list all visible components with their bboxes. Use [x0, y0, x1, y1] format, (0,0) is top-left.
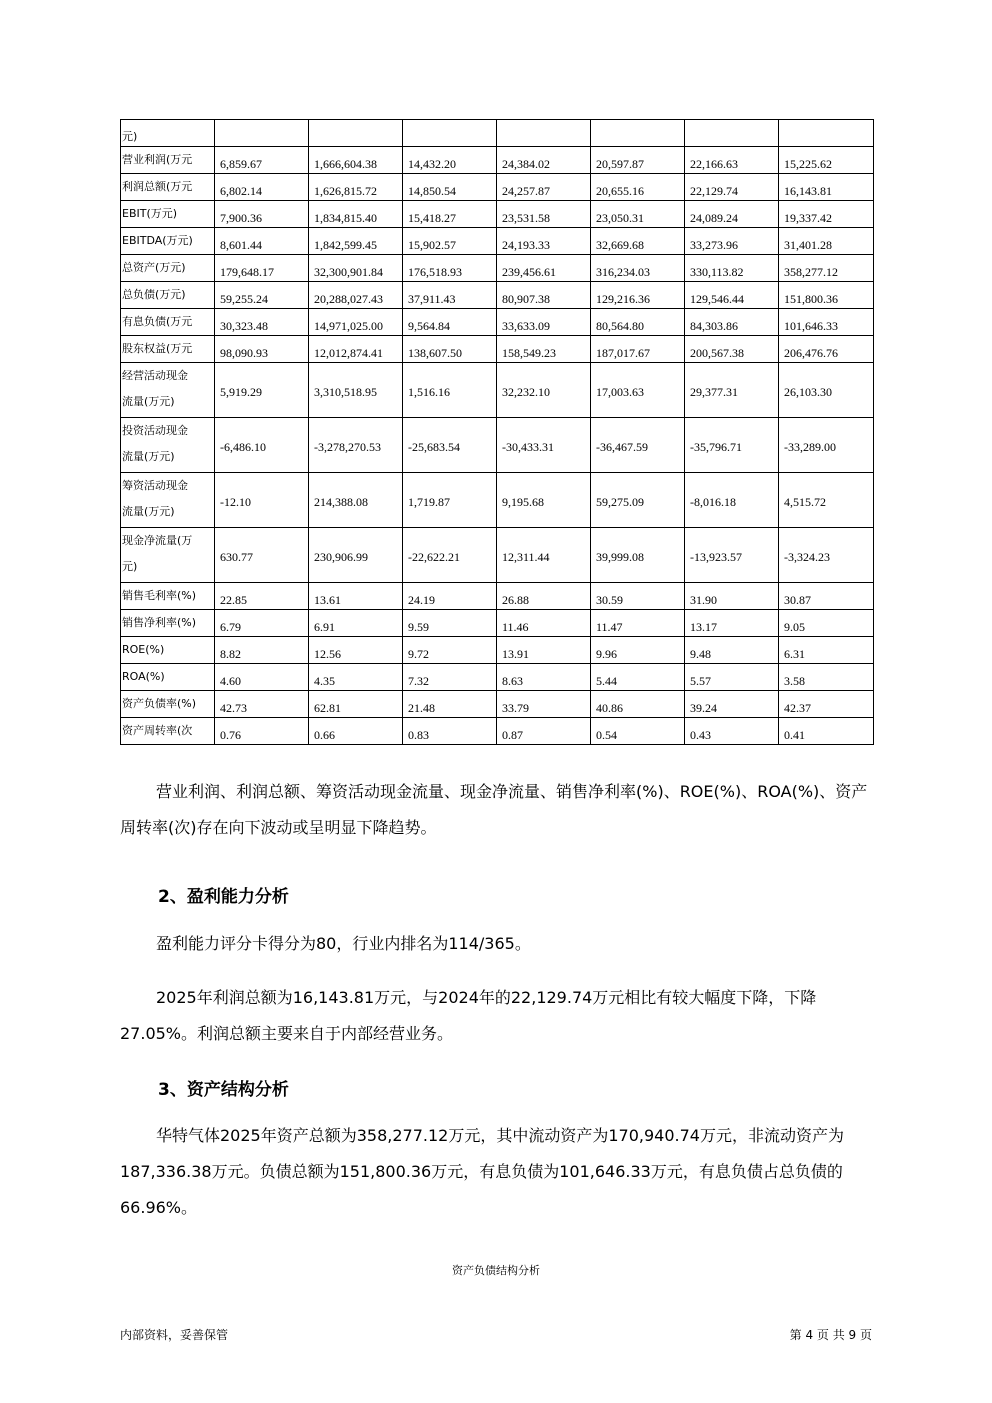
summary-paragraph: 营业利润、利润总额、筹资活动现金流量、现金净流量、销售净利率(%)、ROE(%)、ROA(%)、资产周转率(次)存在向下波动或呈明显下降趋势。	[120, 782, 868, 837]
table-cell: 0.54	[591, 718, 685, 745]
table-cell: 8.63	[497, 664, 591, 691]
table-cell: -6,486.10	[215, 418, 309, 473]
table-cell: 17,003.63	[591, 363, 685, 418]
table-row	[121, 610, 874, 637]
row-label-line-2: 流量(万元)	[122, 395, 175, 408]
table-cell: 179,648.17	[215, 255, 309, 282]
table-cell: 32,232.10	[497, 363, 591, 418]
table-cell: 32,300,901.84	[309, 255, 403, 282]
table-cell: 4.35	[309, 664, 403, 691]
table-cell: 176,518.93	[403, 255, 497, 282]
table-cell: 20,597.87	[591, 147, 685, 174]
table-cell: 24.19	[403, 583, 497, 610]
table-cell: 330,113.82	[685, 255, 779, 282]
table-cell: 13.91	[497, 637, 591, 664]
table-cell: 9.05	[779, 610, 874, 637]
table-cell: 15,902.57	[403, 228, 497, 255]
row-label: EBIT(万元)	[121, 201, 215, 228]
table-cell: 24,384.02	[497, 147, 591, 174]
section-heading-asset-structure: 3、资产结构分析	[158, 1080, 289, 1100]
table-cell: 0.66	[309, 718, 403, 745]
table-row	[121, 528, 874, 583]
asset-structure-paragraph: 华特气体2025年资产总额为358,277.12万元，其中流动资产为170,940.74万元，非流动资产为187,336.38万元。负债总额为151,800.36万元，有息负债为101,646.33万元，有息负债占总负债的66.96%。	[120, 1126, 844, 1217]
table-cell: 1,626,815.72	[309, 174, 403, 201]
table-row	[121, 664, 874, 691]
row-label: 营业利润(万元	[121, 147, 215, 174]
table-cell: 37,911.43	[403, 282, 497, 309]
table-cell: 316,234.03	[591, 255, 685, 282]
table-cell: 31,401.28	[779, 228, 874, 255]
table-cell: 32,669.68	[591, 228, 685, 255]
table-cell: 22,129.74	[685, 174, 779, 201]
row-label-line-2: 流量(万元)	[122, 450, 175, 463]
table-cell: 23,050.31	[591, 201, 685, 228]
table-cell: 26,103.30	[779, 363, 874, 418]
table-cell: 14,971,025.00	[309, 309, 403, 336]
table-cell: 151,800.36	[779, 282, 874, 309]
row-label: 总负债(万元)	[121, 282, 215, 309]
row-label: 资产负债率(%)	[121, 691, 215, 718]
table-cell: 1,666,604.38	[309, 147, 403, 174]
table-cell: 138,607.50	[403, 336, 497, 363]
table-cell: 5.57	[685, 664, 779, 691]
table-cell: 11.47	[591, 610, 685, 637]
table-cell: 59,255.24	[215, 282, 309, 309]
table-row	[121, 336, 874, 363]
table-row	[121, 363, 874, 418]
table-cell: 129,216.36	[591, 282, 685, 309]
table-cell: 6,859.67	[215, 147, 309, 174]
table-cell: 12.56	[309, 637, 403, 664]
table-cell: 30.59	[591, 583, 685, 610]
table-row	[121, 309, 874, 336]
table-cell: -8,016.18	[685, 473, 779, 528]
table-cell: 6,802.14	[215, 174, 309, 201]
row-label: 元)	[121, 120, 215, 147]
table-cell: 101,646.33	[779, 309, 874, 336]
row-label: EBITDA(万元)	[121, 228, 215, 255]
table-cell: 0.76	[215, 718, 309, 745]
table-cell: 1,719.87	[403, 473, 497, 528]
table-cell: 6.91	[309, 610, 403, 637]
table-cell: -35,796.71	[685, 418, 779, 473]
table-cell: 33,633.09	[497, 309, 591, 336]
chart-caption: 资产负债结构分析	[452, 1264, 540, 1277]
row-label-line-1: 现金净流量(万	[122, 534, 193, 547]
table-cell: 84,303.86	[685, 309, 779, 336]
table-cell: -25,683.54	[403, 418, 497, 473]
table-cell: 24,257.87	[497, 174, 591, 201]
table-cell: 9,564.84	[403, 309, 497, 336]
table-cell: -30,433.31	[497, 418, 591, 473]
table-cell: 39,999.08	[591, 528, 685, 583]
row-label-line-1: 投资活动现金	[122, 424, 188, 437]
table-cell: 4,515.72	[779, 473, 874, 528]
table-row	[121, 637, 874, 664]
table-cell: -12.10	[215, 473, 309, 528]
table-cell: 1,516.16	[403, 363, 497, 418]
table-cell: 7.32	[403, 664, 497, 691]
row-label-line-1: 经营活动现金	[122, 369, 188, 382]
row-label	[121, 418, 215, 473]
table-row	[121, 691, 874, 718]
footer-confidential-note: 内部资料，妥善保管	[120, 1328, 229, 1342]
table-cell: 129,546.44	[685, 282, 779, 309]
table-cell: 358,277.12	[779, 255, 874, 282]
table-cell: -22,622.21	[403, 528, 497, 583]
table-cell: 1,842,599.45	[309, 228, 403, 255]
table-cell: 7,900.36	[215, 201, 309, 228]
table-cell: 23,531.58	[497, 201, 591, 228]
table-cell: -3,278,270.53	[309, 418, 403, 473]
table-cell: 187,017.67	[591, 336, 685, 363]
table-cell: 1,834,815.40	[309, 201, 403, 228]
table-row	[121, 228, 874, 255]
table-cell: 0.83	[403, 718, 497, 745]
table-row	[121, 255, 874, 282]
row-label-line-2: 流量(万元)	[122, 505, 175, 518]
table-cell: 3,310,518.95	[309, 363, 403, 418]
row-label: 总资产(万元)	[121, 255, 215, 282]
row-label: ROE(%)	[121, 637, 215, 664]
table-cell: 8.82	[215, 637, 309, 664]
table-cell: 5.44	[591, 664, 685, 691]
table-cell: 40.86	[591, 691, 685, 718]
table-cell: 62.81	[309, 691, 403, 718]
table-cell: -13,923.57	[685, 528, 779, 583]
table-cell: 0.41	[779, 718, 874, 745]
table-cell: 20,655.16	[591, 174, 685, 201]
table-cell: 16,143.81	[779, 174, 874, 201]
table-row	[121, 583, 874, 610]
table-cell: 13.61	[309, 583, 403, 610]
row-label	[121, 473, 215, 528]
table-cell: 4.60	[215, 664, 309, 691]
row-label: 销售毛利率(%)	[121, 583, 215, 610]
footer-page-number: 第 4 页 共 9 页	[789, 1328, 872, 1342]
table-row	[121, 473, 874, 528]
table-cell: 29,377.31	[685, 363, 779, 418]
profit-total-paragraph: 2025年利润总额为16,143.81万元，与2024年的22,129.74万元相比有较大幅度下降，下降27.05%。利润总额主要来自于内部经营业务。	[120, 988, 817, 1043]
table-cell: -36,467.59	[591, 418, 685, 473]
table-cell: 13.17	[685, 610, 779, 637]
table-cell: 9.72	[403, 637, 497, 664]
row-label-line-1: 筹资活动现金	[122, 479, 188, 492]
section-heading-profitability: 2、盈利能力分析	[158, 887, 289, 907]
table-cell: 200,567.38	[685, 336, 779, 363]
table-cell: 15,418.27	[403, 201, 497, 228]
table-cell: 630.77	[215, 528, 309, 583]
table-cell: -33,289.00	[779, 418, 874, 473]
table-cell: 39.24	[685, 691, 779, 718]
table-row	[121, 718, 874, 745]
table-cell: 80,907.38	[497, 282, 591, 309]
table-cell: 24,193.33	[497, 228, 591, 255]
table-cell: 15,225.62	[779, 147, 874, 174]
row-label: 销售净利率(%)	[121, 610, 215, 637]
table-row-fragment	[121, 120, 874, 147]
table-cell: 42.37	[779, 691, 874, 718]
table-cell: 22,166.63	[685, 147, 779, 174]
profitability-score-paragraph: 盈利能力评分卡得分为80，行业内排名为114/365。	[156, 934, 531, 953]
table-row	[121, 174, 874, 201]
table-cell: 0.87	[497, 718, 591, 745]
row-label: 利润总额(万元	[121, 174, 215, 201]
table-cell: 9.59	[403, 610, 497, 637]
table-cell: 0.43	[685, 718, 779, 745]
table-cell: 214,388.08	[309, 473, 403, 528]
row-label: 有息负债(万元	[121, 309, 215, 336]
table-cell: 3.58	[779, 664, 874, 691]
row-label: 股东权益(万元	[121, 336, 215, 363]
table-cell: 12,012,874.41	[309, 336, 403, 363]
row-label: 资产周转率(次	[121, 718, 215, 745]
table-cell: 26.88	[497, 583, 591, 610]
table-cell: 9.96	[591, 637, 685, 664]
table-cell: 42.73	[215, 691, 309, 718]
row-label: ROA(%)	[121, 664, 215, 691]
table-cell: 30.87	[779, 583, 874, 610]
table-cell: 230,906.99	[309, 528, 403, 583]
table-cell: 59,275.09	[591, 473, 685, 528]
table-cell: 8,601.44	[215, 228, 309, 255]
table-cell: 9.48	[685, 637, 779, 664]
table-cell: 9,195.68	[497, 473, 591, 528]
table-cell: 20,288,027.43	[309, 282, 403, 309]
table-cell: 22.85	[215, 583, 309, 610]
table-row	[121, 201, 874, 228]
table-cell: 14,432.20	[403, 147, 497, 174]
table-cell: 6.31	[779, 637, 874, 664]
table-cell: 33,273.96	[685, 228, 779, 255]
table-cell: 19,337.42	[779, 201, 874, 228]
table-row	[121, 147, 874, 174]
table-row	[121, 418, 874, 473]
table-cell: -3,324.23	[779, 528, 874, 583]
table-cell: 30,323.48	[215, 309, 309, 336]
row-label	[121, 528, 215, 583]
table-cell: 11.46	[497, 610, 591, 637]
table-cell: 31.90	[685, 583, 779, 610]
table-row	[121, 282, 874, 309]
table-cell: 80,564.80	[591, 309, 685, 336]
table-cell: 5,919.29	[215, 363, 309, 418]
row-label	[121, 363, 215, 418]
table-cell: 206,476.76	[779, 336, 874, 363]
table-cell: 6.79	[215, 610, 309, 637]
table-cell: 98,090.93	[215, 336, 309, 363]
table-cell: 12,311.44	[497, 528, 591, 583]
row-label-line-2: 元)	[122, 560, 138, 573]
table-cell: 21.48	[403, 691, 497, 718]
table-cell: 239,456.61	[497, 255, 591, 282]
table-cell: 14,850.54	[403, 174, 497, 201]
table-cell: 24,089.24	[685, 201, 779, 228]
table-cell: 33.79	[497, 691, 591, 718]
table-cell: 158,549.23	[497, 336, 591, 363]
financial-indicators-table	[120, 119, 874, 745]
